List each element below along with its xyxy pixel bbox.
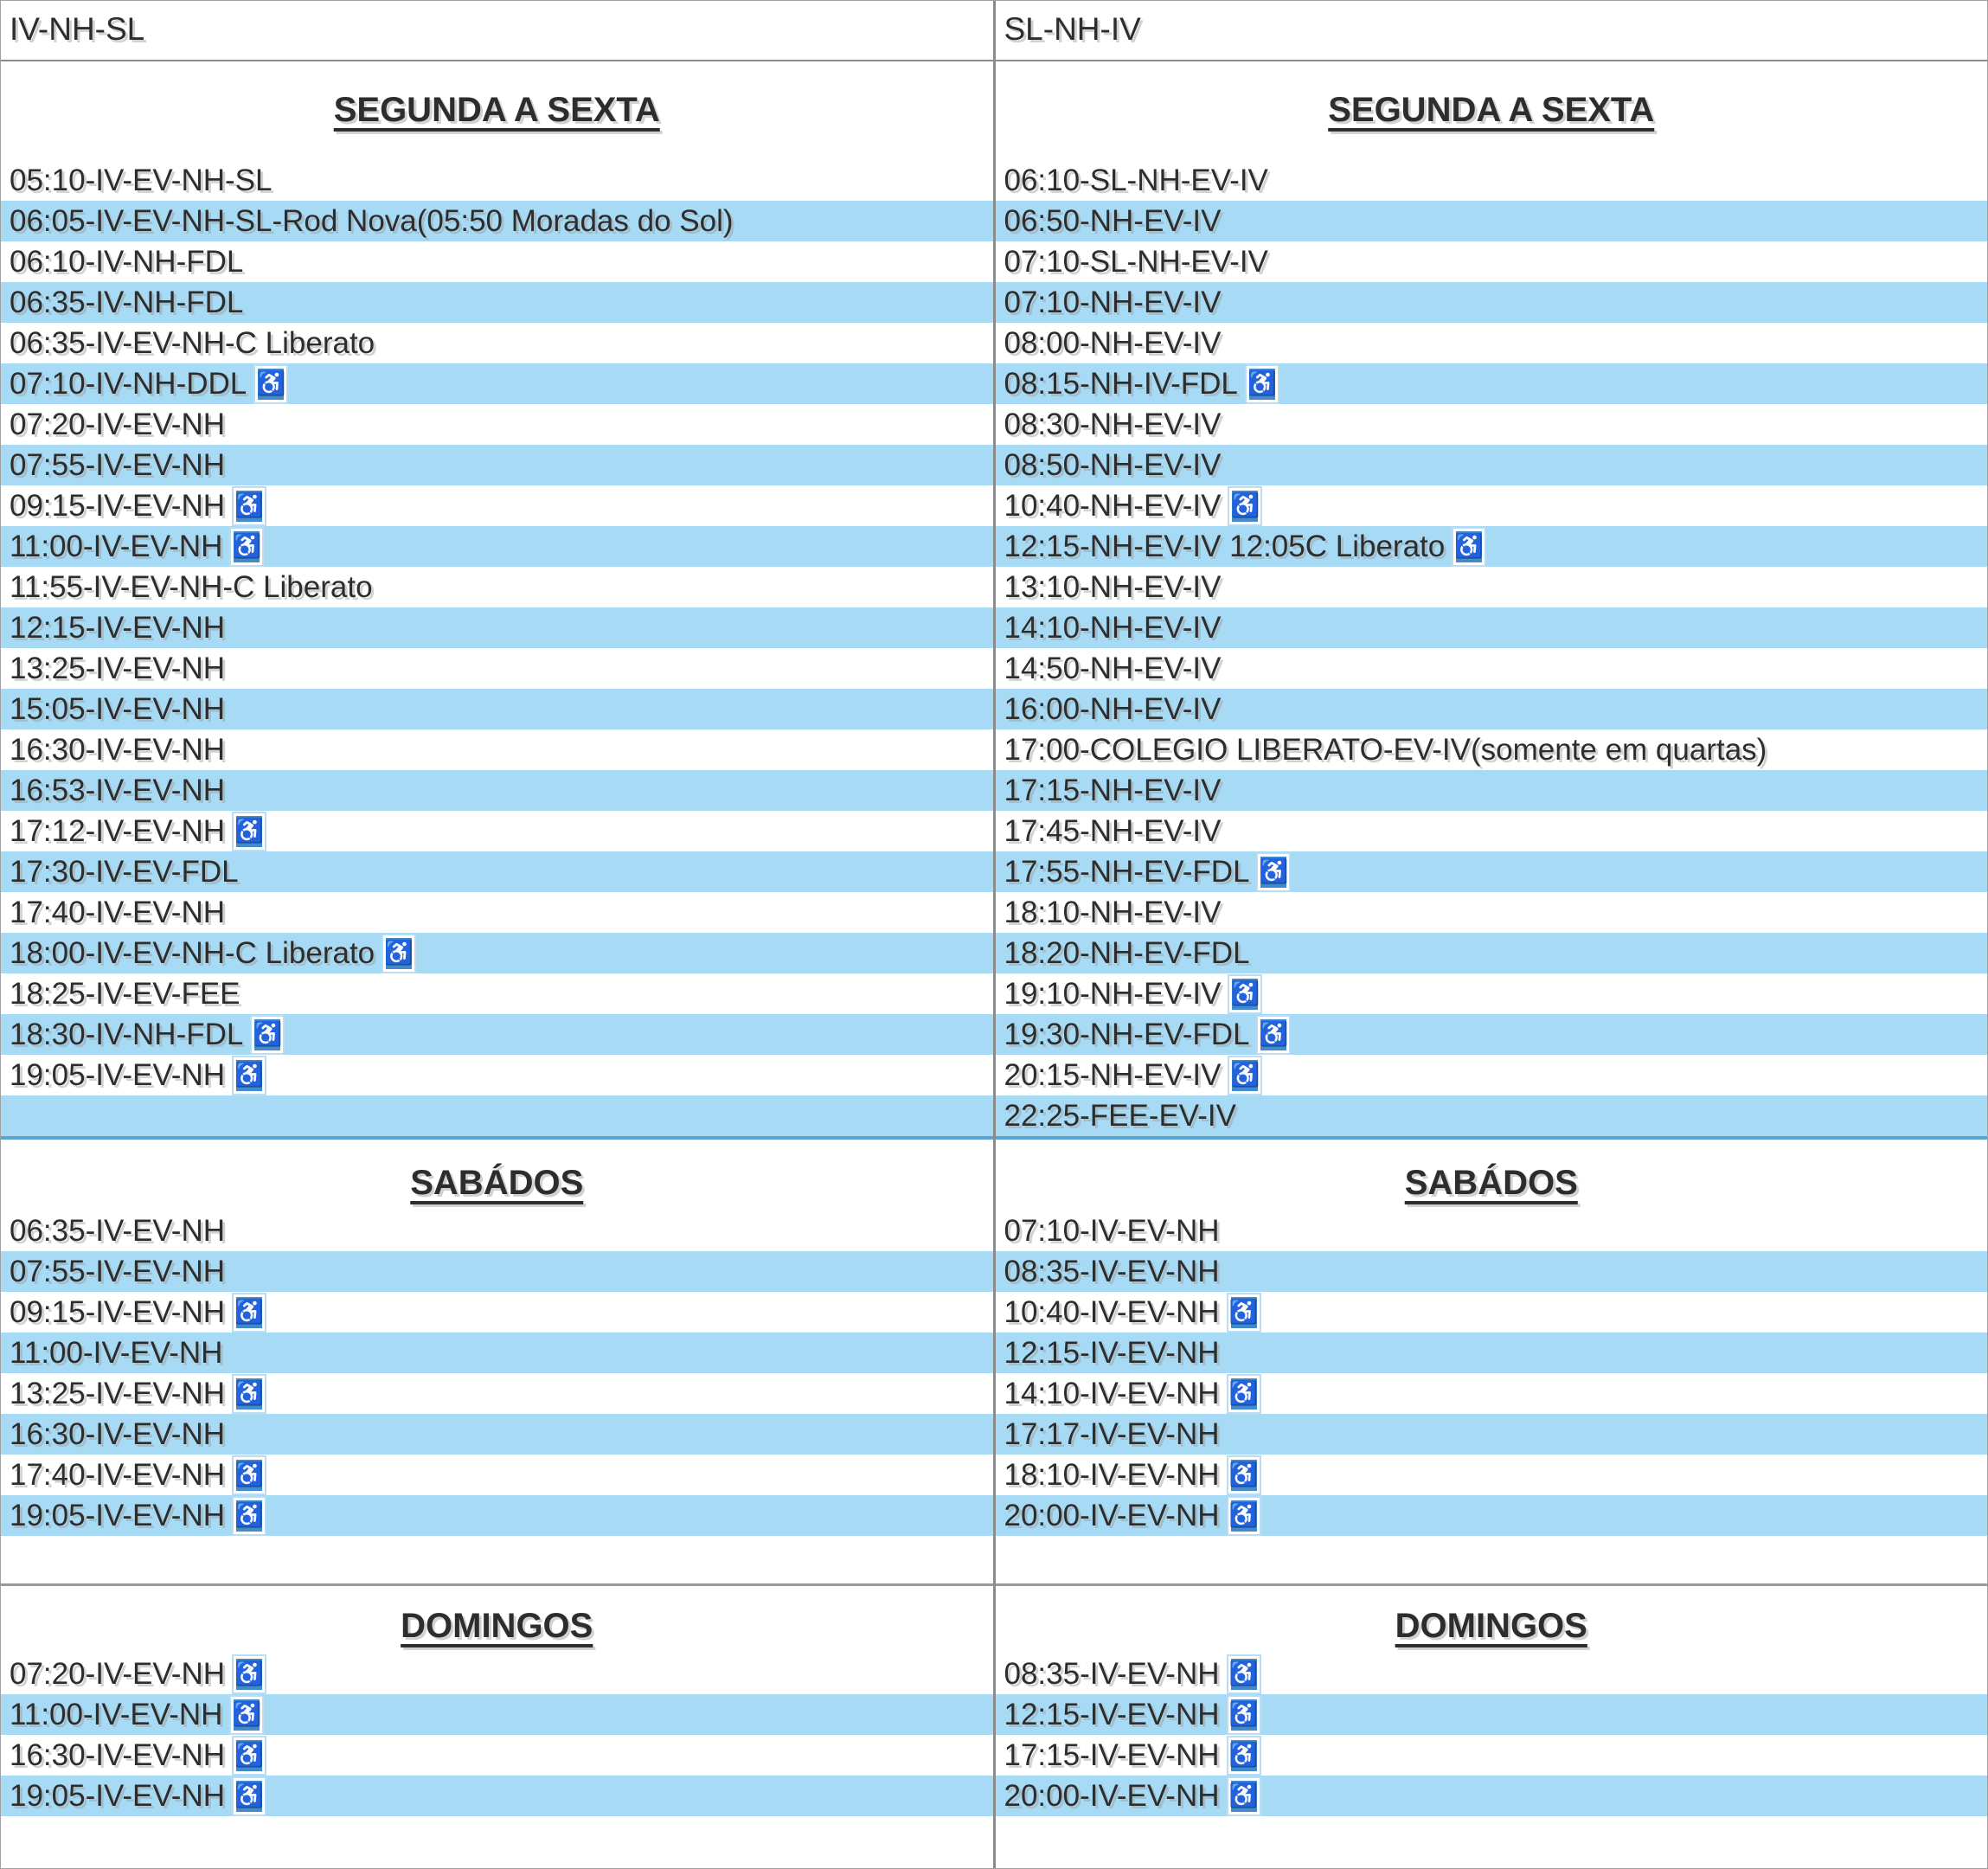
departure-entry-text: 17:15-NH-EV-IV (1004, 773, 1222, 807)
departure-entry-text: 12:15-IV-EV-NH (1004, 1697, 1220, 1731)
timetable-row (996, 689, 1988, 729)
departure-entry-text: 08:35-IV-EV-NH (1004, 1254, 1220, 1288)
timetable-row (996, 607, 1988, 648)
departure-entry-text: 11:00-IV-EV-NH (10, 529, 223, 563)
wheelchair-icon (234, 1457, 265, 1493)
section-title-sundays-left: DOMINGOS (401, 1607, 593, 1645)
wheelchair-icon (1229, 488, 1260, 524)
departure-entry-text: 13:10-NH-EV-IV (1004, 569, 1222, 604)
section-saturdays-right (996, 1140, 1988, 1586)
timetable-row (996, 201, 1988, 241)
wheelchair-icon (231, 529, 262, 565)
departure-entry-text: 06:35-IV-NH-FDL (10, 285, 244, 319)
section-weekdays-right (996, 61, 1988, 1140)
departure-entry-text: 09:15-IV-EV-NH (10, 488, 225, 523)
timetable-row (1, 1776, 993, 1816)
timetable-row (996, 1373, 1988, 1414)
timetable-row (1, 363, 993, 404)
wheelchair-icon (1228, 1376, 1260, 1412)
timetable-row (1, 770, 993, 811)
departure-entry-text: 17:30-IV-EV-FDL (10, 854, 239, 889)
departure-entry-text: 19:05-IV-EV-NH (10, 1778, 225, 1813)
timetable-row (996, 1776, 1988, 1816)
wheelchair-icon (1228, 1457, 1260, 1493)
timetable-row (996, 1292, 1988, 1333)
departure-rows-saturdays-right (996, 1211, 1988, 1577)
timetable-row (996, 1211, 1988, 1251)
section-title-saturdays-right: SABÁDOS (1404, 1164, 1578, 1202)
departure-entry-text: 13:25-IV-EV-NH (10, 651, 225, 685)
timetable-row (996, 1455, 1988, 1495)
timetable-row (996, 1055, 1988, 1095)
timetable-row (996, 323, 1988, 363)
timetable-row (996, 160, 1988, 201)
departure-entry-text: 07:55-IV-EV-NH (10, 1254, 225, 1288)
departure-entry-text: 16:30-IV-EV-NH (10, 1737, 225, 1772)
timetable-row (1, 811, 993, 851)
timetable-row (1, 1095, 993, 1136)
timetable-row (996, 851, 1988, 892)
timetable-row (996, 363, 1988, 404)
timetable-row (996, 933, 1988, 973)
departure-entry-text: 18:25-IV-EV-FEE (10, 976, 240, 1011)
departure-entry-text: 07:20-IV-EV-NH (10, 1656, 225, 1691)
departure-entry-text: 19:10-NH-EV-IV (1004, 976, 1222, 1011)
wheelchair-icon (234, 1498, 265, 1534)
timetable-row (996, 404, 1988, 445)
departure-entry-text: 18:00-IV-EV-NH-C Liberato (10, 935, 375, 970)
departure-entry-text: 16:30-IV-EV-NH (10, 732, 225, 767)
departure-entry-text: 07:10-IV-NH-DDL (10, 366, 247, 401)
wheelchair-icon (231, 1697, 262, 1733)
timetable-row (1, 1014, 993, 1055)
wheelchair-icon (1229, 976, 1260, 1012)
timetable-row (1, 201, 993, 241)
timetable-row (996, 729, 1988, 770)
timetable-row (1, 485, 993, 526)
timetable-row (996, 892, 1988, 933)
departure-entry-text: 12:15-IV-EV-NH (10, 610, 225, 645)
timetable-row (1, 1694, 993, 1735)
wheelchair-icon (1453, 529, 1485, 565)
departure-entry-text: 07:10-IV-EV-NH (1004, 1213, 1220, 1248)
departure-entry-text: 08:30-NH-EV-IV (1004, 407, 1222, 441)
departure-entry-text: 18:20-NH-EV-FDL (1004, 935, 1250, 970)
timetable-row (1, 1055, 993, 1095)
timetable-row (1, 1373, 993, 1414)
timetable-row (996, 811, 1988, 851)
wheelchair-icon (252, 1017, 283, 1053)
departure-entry-text: 12:15-IV-EV-NH (1004, 1335, 1220, 1370)
wheelchair-icon (1228, 1778, 1260, 1814)
departure-entry-text: 14:10-IV-EV-NH (1004, 1376, 1220, 1410)
timetable-row (996, 1495, 1988, 1536)
wheelchair-icon (1229, 1057, 1260, 1094)
departure-entry-text: 17:55-NH-EV-FDL (1004, 854, 1250, 889)
departure-entry-text: 17:40-IV-EV-NH (10, 1457, 225, 1492)
wheelchair-icon (1228, 1294, 1260, 1331)
timetable-row (996, 1694, 1988, 1735)
timetable-row (1, 851, 993, 892)
route-name-right: SL-NH-IV (996, 1, 1988, 61)
timetable-row (996, 770, 1988, 811)
timetable-row (996, 526, 1988, 567)
wheelchair-icon (234, 1737, 265, 1774)
departure-entry-text: 07:55-IV-EV-NH (10, 447, 225, 482)
timetable-row (996, 1654, 1988, 1694)
timetable-row (996, 567, 1988, 607)
timetable-row (1, 648, 993, 689)
section-title-weekdays-left: SEGUNDA A SEXTA (333, 91, 660, 129)
timetable-row (1, 1292, 993, 1333)
timetable-row (1, 1816, 993, 1857)
timetable-row (1, 445, 993, 485)
departure-entry-text: 06:50-NH-EV-IV (1004, 203, 1222, 238)
departure-entry-text: 07:20-IV-EV-NH (10, 407, 225, 441)
column-sl-nh-iv (996, 1, 1988, 1868)
departure-rows-weekdays-left (1, 160, 993, 1136)
departure-entry-text: 17:40-IV-EV-NH (10, 895, 225, 929)
wheelchair-icon (234, 1656, 265, 1692)
timetable-row (1, 1251, 993, 1292)
departure-entry-text: 06:35-IV-EV-NH-C Liberato (10, 325, 375, 360)
departure-entry-text: 06:10-SL-NH-EV-IV (1004, 163, 1268, 197)
departure-entry-text: 09:15-IV-EV-NH (10, 1294, 225, 1329)
departure-entry-text: 17:12-IV-EV-NH (10, 813, 225, 848)
wheelchair-icon (234, 1778, 265, 1814)
timetable-row (1, 404, 993, 445)
departure-entry-text: 07:10-NH-EV-IV (1004, 285, 1222, 319)
timetable-row (1, 1455, 993, 1495)
wheelchair-icon (1228, 1697, 1260, 1733)
departure-entry-text: 19:05-IV-EV-NH (10, 1498, 225, 1532)
timetable-row (996, 1333, 1988, 1373)
section-title-saturdays-left: SABÁDOS (410, 1164, 584, 1202)
section-sundays-left (1, 1586, 993, 1868)
departure-entry-text: 10:40-NH-EV-IV (1004, 488, 1222, 523)
timetable-row (1, 1414, 993, 1455)
timetable-row (996, 1816, 1988, 1857)
timetable-row (996, 1014, 1988, 1055)
timetable-row (1, 1735, 993, 1776)
departure-entry-text: 11:55-IV-EV-NH-C Liberato (10, 569, 373, 604)
departure-entry-text: 18:10-IV-EV-NH (1004, 1457, 1220, 1492)
departure-entry-text: 17:15-IV-EV-NH (1004, 1737, 1220, 1772)
timetable-row (1, 1211, 993, 1251)
section-sundays-right (996, 1586, 1988, 1868)
departure-entry-text: 16:00-NH-EV-IV (1004, 691, 1222, 726)
timetable-row (996, 1414, 1988, 1455)
timetable-row (1, 282, 993, 323)
departure-rows-sundays-left (1, 1654, 993, 1857)
timetable-row (996, 1251, 1988, 1292)
timetable-row (1, 729, 993, 770)
departure-entry-text: 16:53-IV-EV-NH (10, 773, 225, 807)
departure-entry-text: 05:10-IV-EV-NH-SL (10, 163, 273, 197)
wheelchair-icon (234, 1057, 265, 1094)
section-saturdays-left (1, 1140, 993, 1586)
departure-rows-saturdays-left (1, 1211, 993, 1577)
departure-entry-text: 12:15-NH-EV-IV 12:05C Liberato (1004, 529, 1446, 563)
timetable-row (1, 933, 993, 973)
wheelchair-icon (1228, 1656, 1260, 1692)
wheelchair-icon (234, 1376, 265, 1412)
departure-entry-text: 22:25-FEE-EV-IV (1004, 1098, 1236, 1133)
departure-entry-text: 17:45-NH-EV-IV (1004, 813, 1222, 848)
departure-entry-text: 06:10-IV-NH-FDL (10, 244, 244, 279)
route-name-left: IV-NH-SL (1, 1, 993, 61)
departure-entry-text: 20:15-NH-EV-IV (1004, 1057, 1222, 1092)
section-title-sundays-right: DOMINGOS (1395, 1607, 1587, 1645)
timetable-row (996, 1536, 1988, 1577)
departure-entry-text: 10:40-IV-EV-NH (1004, 1294, 1220, 1329)
timetable-row (1, 892, 993, 933)
departure-entry-text: 08:15-NH-IV-FDL (1004, 366, 1238, 401)
timetable-row (996, 445, 1988, 485)
wheelchair-icon (383, 935, 414, 972)
timetable-row (1, 241, 993, 282)
timetable-row (996, 648, 1988, 689)
timetable-row (1, 323, 993, 363)
departure-entry-text: 19:30-NH-EV-FDL (1004, 1017, 1250, 1051)
departure-entry-text: 13:25-IV-EV-NH (10, 1376, 225, 1410)
wheelchair-icon (234, 488, 265, 524)
wheelchair-icon (1228, 1737, 1260, 1774)
departure-rows-sundays-right (996, 1654, 1988, 1857)
column-iv-nh-sl (1, 1, 993, 1868)
departure-entry-text: 16:30-IV-EV-NH (10, 1416, 225, 1451)
departure-entry-text: 17:00-COLEGIO LIBERATO-EV-IV(somente em quartas) (1004, 732, 1767, 767)
wheelchair-icon (1258, 1017, 1289, 1053)
timetable-row (1, 689, 993, 729)
wheelchair-icon (1258, 854, 1289, 890)
timetable-row (996, 1095, 1988, 1136)
timetable-row (1, 1654, 993, 1694)
departure-entry-text: 18:30-IV-NH-FDL (10, 1017, 244, 1051)
timetable-row (1, 1495, 993, 1536)
departure-entry-text: 20:00-IV-EV-NH (1004, 1778, 1220, 1813)
timetable-row (1, 1536, 993, 1577)
departure-entry-text: 08:35-IV-EV-NH (1004, 1656, 1220, 1691)
wheelchair-icon (234, 1294, 265, 1331)
departure-entry-text: 17:17-IV-EV-NH (1004, 1416, 1220, 1451)
departure-entry-text: 15:05-IV-EV-NH (10, 691, 225, 726)
departure-entry-text: 14:50-NH-EV-IV (1004, 651, 1222, 685)
section-title-weekdays-right: SEGUNDA A SEXTA (1328, 91, 1655, 129)
wheelchair-icon (255, 366, 286, 402)
departure-entry-text: 14:10-NH-EV-IV (1004, 610, 1222, 645)
timetable-row (996, 241, 1988, 282)
departure-entry-text: 11:00-IV-EV-NH (10, 1335, 223, 1370)
departure-rows-weekdays-right (996, 160, 1988, 1136)
departure-entry-text: 08:00-NH-EV-IV (1004, 325, 1222, 360)
departure-entry-text: 19:05-IV-EV-NH (10, 1057, 225, 1092)
wheelchair-icon (1247, 366, 1278, 402)
departure-entry-text: 18:10-NH-EV-IV (1004, 895, 1222, 929)
departure-entry-text: 20:00-IV-EV-NH (1004, 1498, 1220, 1532)
timetable-row (1, 607, 993, 648)
wheelchair-icon (234, 813, 265, 850)
timetable-row (1, 160, 993, 201)
timetable-row (1, 567, 993, 607)
departure-entry-text: 11:00-IV-EV-NH (10, 1697, 223, 1731)
timetable-row (996, 1735, 1988, 1776)
departure-entry-text: 07:10-SL-NH-EV-IV (1004, 244, 1268, 279)
departure-entry-text: 06:35-IV-EV-NH (10, 1213, 225, 1248)
departure-entry-text: 08:50-NH-EV-IV (1004, 447, 1222, 482)
section-weekdays-left (1, 61, 993, 1140)
wheelchair-icon (1228, 1498, 1260, 1534)
timetable-row (996, 485, 1988, 526)
timetable-row (996, 282, 1988, 323)
departure-entry-text: 06:05-IV-EV-NH-SL-Rod Nova(05:50 Moradas do Sol) (10, 203, 734, 238)
timetable-row (1, 973, 993, 1014)
timetable-row (996, 973, 1988, 1014)
timetable-row (1, 526, 993, 567)
timetable-row (1, 1333, 993, 1373)
